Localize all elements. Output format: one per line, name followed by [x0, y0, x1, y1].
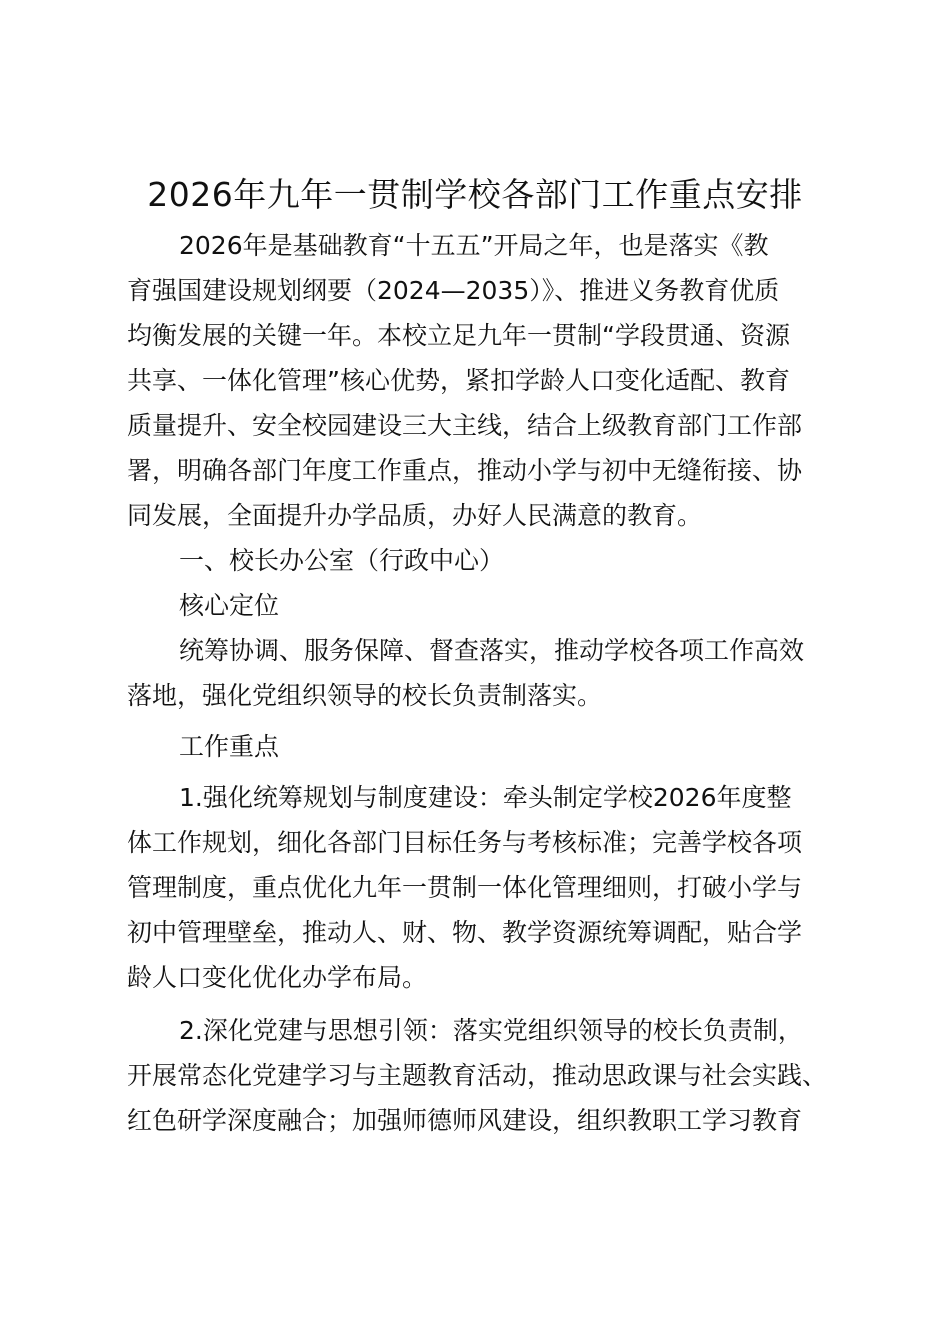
section-heading: 一、校长办公室（行政中心） — [179, 546, 505, 575]
position-line: 统筹协调、服务保障、督查落实，推动学校各项工作高效 — [179, 636, 805, 665]
focus-item-line: 管理制度，重点优化九年一贯制一体化管理细则，打破小学与 — [127, 873, 803, 902]
intro-line: 署，明确各部门年度工作重点，推动小学与初中无缝衔接、协 — [127, 456, 803, 485]
document-title: 2026年九年一贯制学校各部门工作重点安排 — [147, 175, 803, 214]
focus-item-line: 开展常态化党建学习与主题教育活动，推动思政课与社会实践、 — [127, 1061, 828, 1090]
focus-item-line: 龄人口变化优化办学布局。 — [127, 963, 428, 992]
intro-line: 2026年是基础教育“十五五”开局之年，也是落实《教 — [179, 231, 769, 260]
subsection-heading-position: 核心定位 — [179, 591, 280, 620]
subsection-heading-focus: 工作重点 — [179, 732, 280, 761]
focus-item-line: 2.深化党建与思想引领：落实党组织领导的校长负责制， — [179, 1016, 803, 1045]
intro-line: 质量提升、安全校园建设三大主线，结合上级教育部门工作部 — [127, 411, 803, 440]
focus-item-line: 1.强化统筹规划与制度建设：牵头制定学校2026年度整 — [179, 783, 792, 812]
focus-item-line: 初中管理壁垒，推动人、财、物、教学资源统筹调配，贴合学 — [127, 918, 803, 947]
intro-line: 同发展，全面提升办学品质，办好人民满意的教育。 — [127, 501, 703, 530]
position-line: 落地，强化党组织领导的校长负责制落实。 — [127, 681, 603, 710]
intro-line: 育强国建设规划纲要（2024—2035）》、推进义务教育优质 — [127, 276, 780, 305]
intro-line: 均衡发展的关键一年。本校立足九年一贯制“学段贯通、资源 — [127, 321, 790, 350]
intro-line: 共享、一体化管理”核心优势，紧扣学龄人口变化适配、教育 — [127, 366, 790, 395]
focus-item-line: 红色研学深度融合；加强师德师风建设，组织教职工学习教育 — [127, 1106, 803, 1135]
focus-item-line: 体工作规划，细化各部门目标任务与考核标准；完善学校各项 — [127, 828, 803, 857]
document-body — [127, 223, 831, 1143]
